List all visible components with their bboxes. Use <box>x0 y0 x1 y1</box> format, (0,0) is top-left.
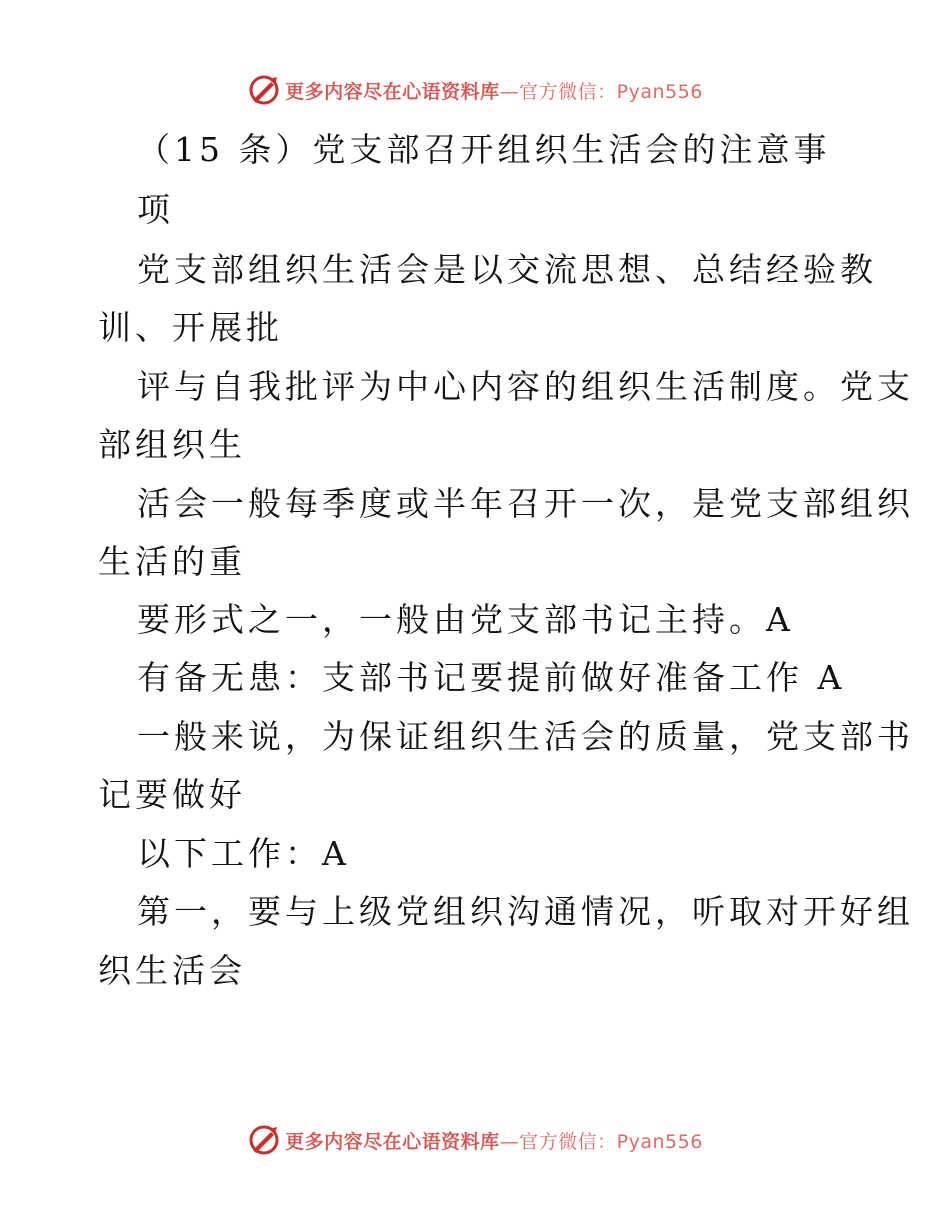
paragraph-line: 以下工作：A <box>137 834 350 873</box>
paragraph-line: 活会一般每季度或半年召开一次，是党支部组织 <box>137 484 914 523</box>
watermark-wechat: 官方微信：Pyan556 <box>519 80 703 103</box>
paragraph-line: 训、开展批 <box>98 308 283 347</box>
watermark-brand: 更多内容尽在心语资料库 <box>285 1130 500 1153</box>
header-watermark <box>0 70 950 110</box>
paragraph-line: 一般来说，为保证组织生活会的质量，党支部书 <box>137 717 914 756</box>
watermark-brand: 更多内容尽在心语资料库 <box>285 80 500 103</box>
watermark-dash: — <box>499 1130 520 1153</box>
footer-watermark <box>0 1120 950 1160</box>
document-title-continued: 项 <box>137 190 174 229</box>
paragraph-line: 党支部组织生活会是以交流思想、总结经验教 <box>137 250 877 289</box>
quill-logo-icon <box>247 73 281 107</box>
paragraph-line: 部组织生 <box>98 425 246 464</box>
paragraph-line: 要形式之一，一般由党支部书记主持。A <box>137 600 794 639</box>
quill-logo-icon <box>247 1123 281 1157</box>
paragraph-line: 织生活会 <box>98 951 246 990</box>
paragraph-line: 评与自我批评为中心内容的组织生活制度。党支 <box>137 367 914 406</box>
paragraph-line: 生活的重 <box>98 542 246 581</box>
document-title: （15 条）党支部召开组织生活会的注意事 <box>137 130 831 169</box>
watermark-dash: — <box>499 80 520 103</box>
paragraph-line: 记要做好 <box>98 775 246 814</box>
paragraph-line: 有备无患：支部书记要提前做好准备工作 A <box>137 658 846 697</box>
watermark-wechat: 官方微信：Pyan556 <box>519 1130 703 1153</box>
paragraph-line: 第一，要与上级党组织沟通情况，听取对开好组 <box>137 892 914 931</box>
